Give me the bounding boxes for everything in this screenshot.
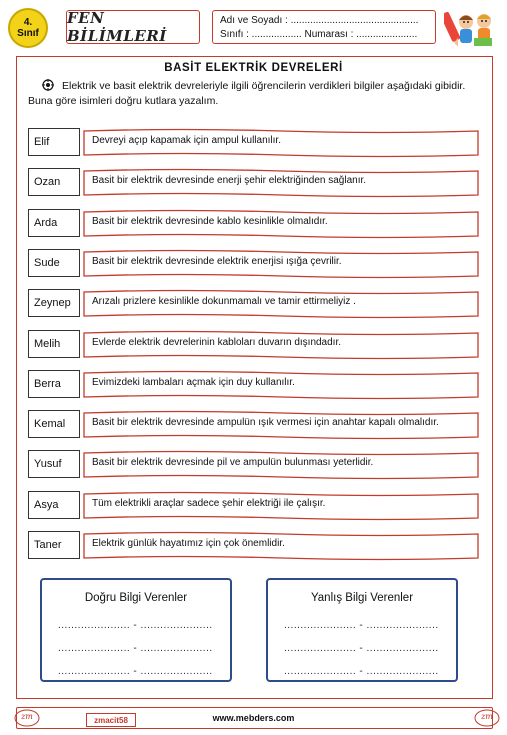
grade-number: 4.: [23, 17, 33, 28]
student-name-box: Berra: [28, 370, 80, 398]
grade-badge: [8, 8, 48, 48]
statement-row: [28, 330, 480, 358]
student-name-box: Elif: [28, 128, 80, 156]
statement-text: Elektrik günlük hayatımız için çok önemlidir.: [92, 538, 285, 549]
student-name-box: Kemal: [28, 410, 80, 438]
student-name-box: Zeynep: [28, 289, 80, 317]
statement-row: [28, 531, 480, 559]
statement-row: [28, 370, 480, 398]
intro-text: Elektrik ve basit elektrik devreleriyle ilgili öğrencilerin verdikleri bilgiler aşağıdaki gibidir. Buna göre isimleri doğru kutlara yazalım.: [28, 80, 466, 107]
statement-row: [28, 289, 480, 317]
statement-text: Devreyi açıp kapamak için ampul kullanılır.: [92, 135, 281, 146]
grade-word: Sınıf: [17, 28, 39, 39]
student-info-box: [212, 10, 436, 44]
statement-row: [28, 249, 480, 277]
statement-text: Evlerde elektrik devrelerinin kabloları duvarın dışındadır.: [92, 336, 342, 348]
statement-text: Arızalı prizlere kesinlikle dokunmamalı ve tamir ettirmeliyiz .: [92, 296, 356, 308]
statement-text: Basit bir elektrik devresinde pil ve ampulün bulunması yeterlidir.: [92, 457, 374, 469]
student-name-box: Asya: [28, 491, 80, 519]
statement-text: Basit bir elektrik devresinde ampulün ışık vermesi için anahtar kapalı olmalıdır.: [92, 417, 439, 429]
answer-line[interactable]: ...................... - ......................: [58, 643, 213, 654]
footer-url[interactable]: www.mebders.com: [212, 713, 295, 723]
name-field-label: Adı ve Soyadı : ..............................................: [220, 15, 419, 26]
statement-text: Basit bir elektrik devresinde elektrik enerjisi ışığa çevrilir.: [92, 255, 342, 267]
statement-row: [28, 168, 480, 196]
answer-line[interactable]: ...................... - ......................: [284, 643, 439, 654]
student-name-box: Arda: [28, 209, 80, 237]
statement-row: [28, 410, 480, 438]
statement-row: [28, 209, 480, 237]
worksheet-title: BASİT ELEKTRİK DEVRELERİ: [164, 62, 343, 74]
kids-illustration-icon: [444, 8, 496, 52]
statement-row: [28, 128, 480, 156]
statement-row: [28, 450, 480, 478]
statement-text: Basit bir elektrik devresinde kablo kesinlikle olmalıdır.: [92, 215, 328, 227]
footer-author-tag: zmacit58: [86, 713, 136, 727]
answer-line[interactable]: ...................... - ......................: [58, 620, 213, 631]
student-name-box: Sude: [28, 249, 80, 277]
student-name-box: Yusuf: [28, 450, 80, 478]
correct-answers-title: Doğru Bilgi Verenler: [84, 592, 188, 604]
answer-line[interactable]: ...................... - ......................: [284, 620, 439, 631]
answer-line[interactable]: ...................... - ......................: [58, 666, 213, 677]
statement-text: Evimizdeki lambaları açmak için duy kullanılır.: [92, 376, 295, 388]
answer-line[interactable]: ...................... - ......................: [284, 666, 439, 677]
footer-logo-right: zm: [481, 712, 493, 721]
statement-text: Tüm elektrikli araçlar sadece şehir elektriği ile çalışır.: [92, 497, 326, 509]
student-name-box: Ozan: [28, 168, 80, 196]
subject-title: FEN BİLİMLERİ: [66, 10, 200, 44]
footer-logo-left: zm: [21, 712, 33, 721]
statement-row: [28, 491, 480, 519]
wrong-answers-title: Yanlış Bilgi Verenler: [310, 592, 414, 604]
statement-text: Basit bir elektrik devresinde enerji şehir elektriğinden sağlanır.: [92, 175, 367, 187]
wrong-answers-box: [266, 578, 458, 682]
student-name-box: Taner: [28, 531, 80, 559]
student-name-box: Melih: [28, 330, 80, 358]
class-number-field-label: Sınıfı : .................. Numarası : ......................: [220, 29, 418, 40]
correct-answers-box: [40, 578, 232, 682]
